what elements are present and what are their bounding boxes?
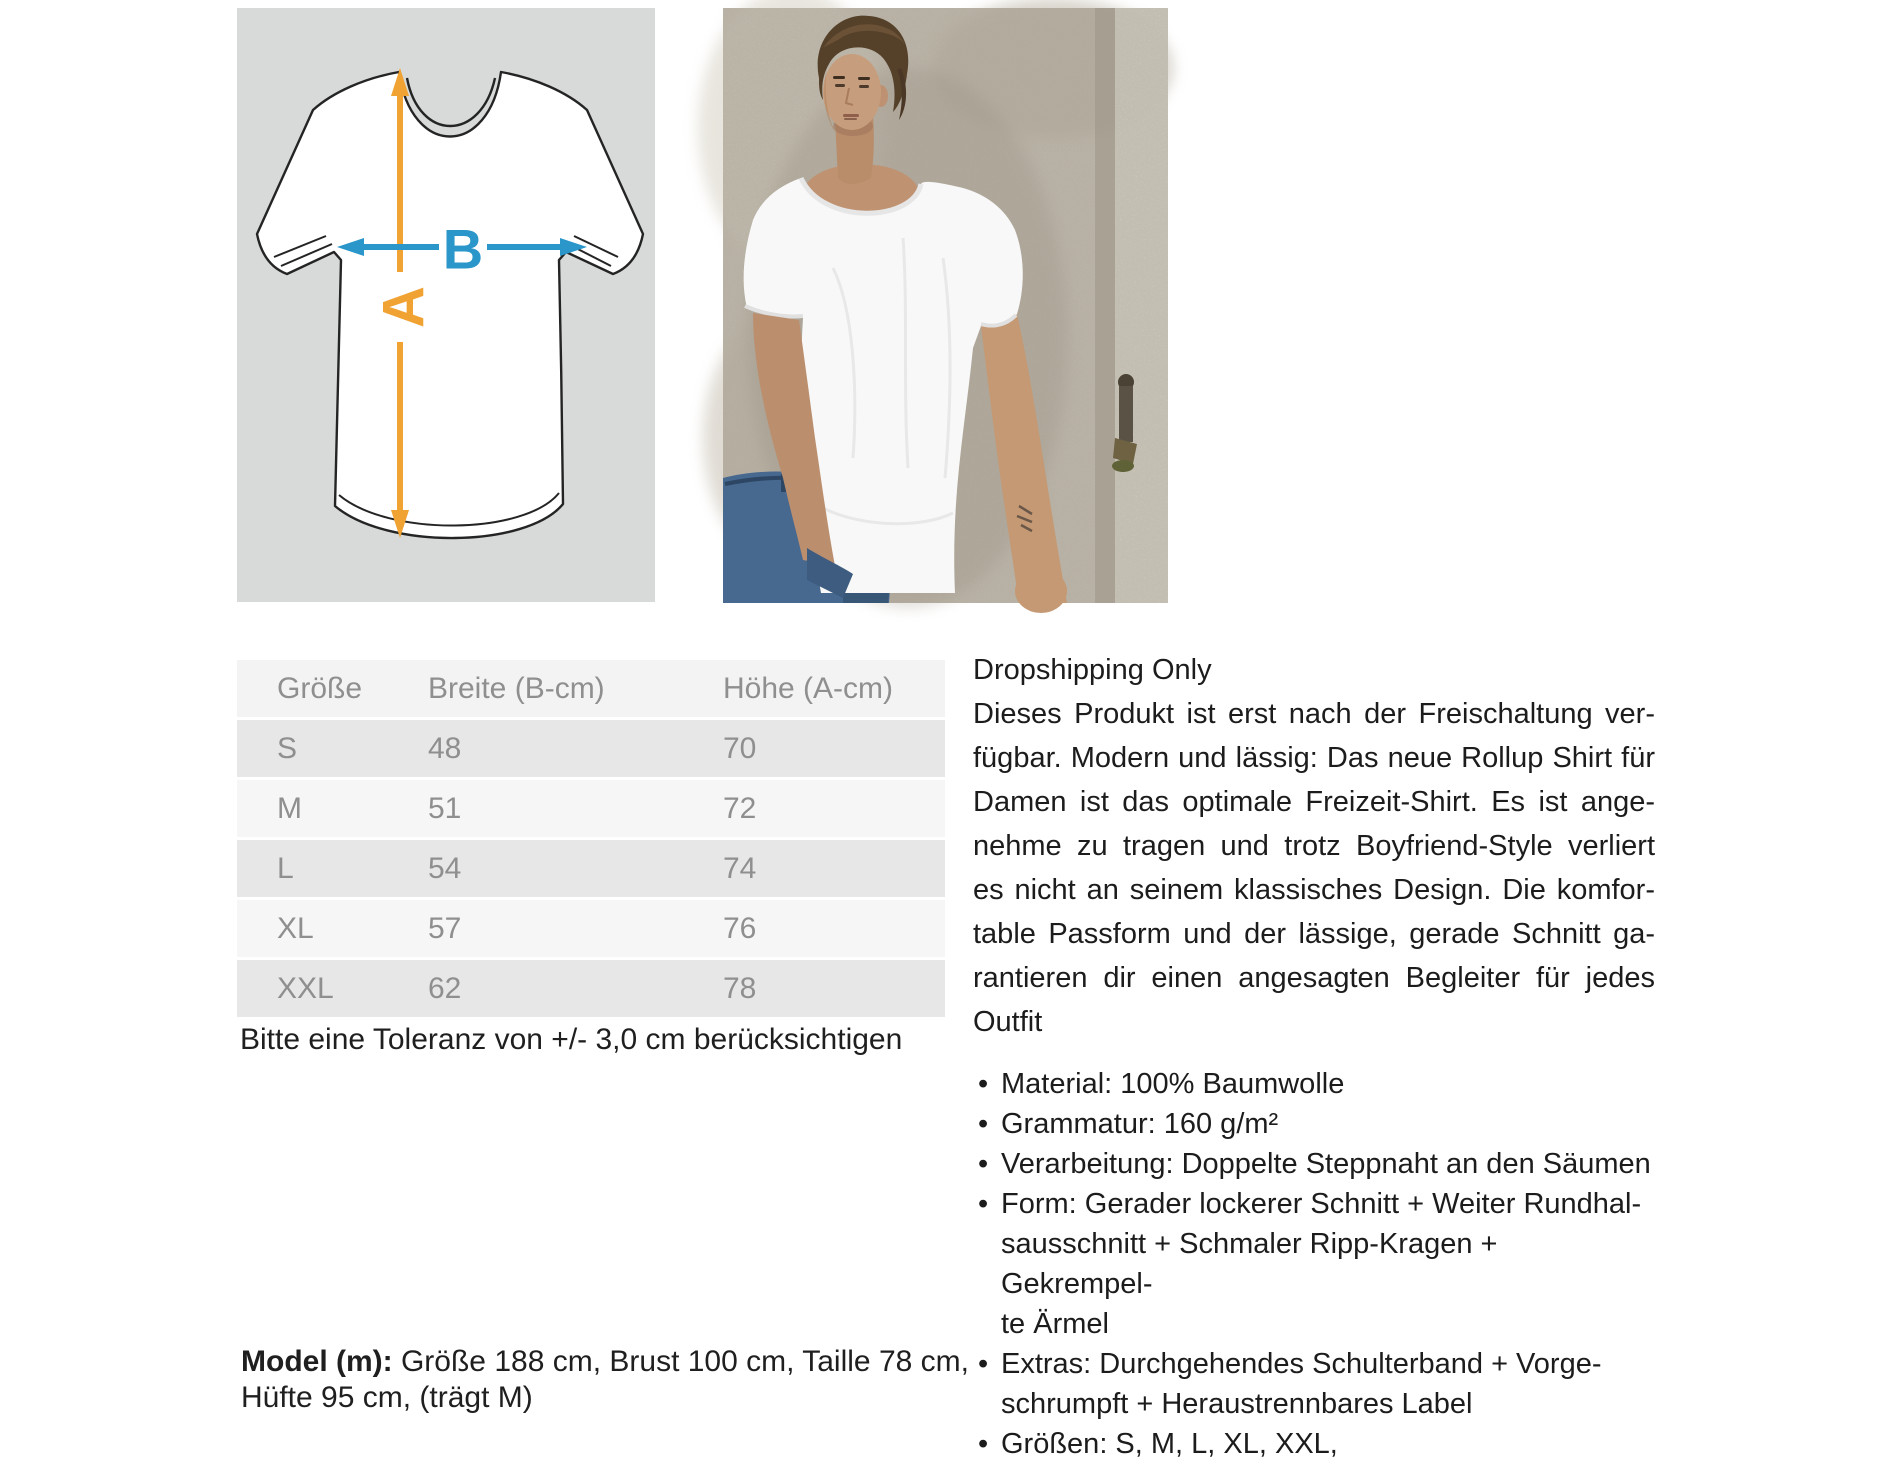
- table-row-l: [237, 839, 945, 899]
- paragraph-line: fügbar. Modern und lässig: Das neue Rollup Shirt für: [973, 742, 1655, 774]
- paragraph-line: Damen ist das optimale Freizeit-Shirt. Es ist ange-: [973, 786, 1655, 818]
- size-cell: S: [277, 732, 298, 765]
- feature-list: [973, 1064, 1655, 1464]
- height-cell: 74: [723, 852, 757, 885]
- description-heading: Dropshipping Only: [973, 654, 1212, 686]
- paragraph-line: nehme zu tragen und trotz Boyfriend-Style verliert: [973, 830, 1655, 862]
- width-cell: 48: [428, 732, 462, 765]
- list-item-text: Form: Gerader lockerer Schnitt + Weiter Rundhal-: [1001, 1188, 1642, 1220]
- size-cell: L: [277, 852, 294, 885]
- product-photo: [723, 8, 1168, 603]
- table-row-xxl: [237, 959, 945, 1019]
- list-item-extras: [973, 1344, 1655, 1384]
- size-cell: XL: [277, 912, 314, 945]
- list-item-text: Material: 100% Baumwolle: [1001, 1068, 1345, 1100]
- height-cell: 70: [723, 732, 757, 765]
- bullet-marker: •: [978, 1188, 989, 1220]
- list-item-form-cont: [973, 1224, 1655, 1304]
- tolerance-note: Bitte eine Toleranz von +/- 3,0 cm berücksichtigen: [240, 1023, 903, 1056]
- table-row-s: [237, 719, 945, 779]
- list-item-text: sausschnitt + Schmaler Ripp-Kragen + Gekrempel-: [1001, 1228, 1498, 1300]
- paragraph-line: Outfit: [973, 1006, 1043, 1038]
- list-item-text: Grammatur: 160 g/m²: [1001, 1108, 1279, 1140]
- bullet-marker: •: [978, 1348, 989, 1380]
- table-row-xl: [237, 899, 945, 959]
- product-description: [973, 648, 1655, 1464]
- column-header-hoehe: Höhe (A-cm): [723, 672, 894, 705]
- column-header-breite: Breite (B-cm): [428, 672, 605, 705]
- bullet-marker: •: [978, 1428, 989, 1460]
- bullet-marker: •: [978, 1108, 989, 1140]
- list-item-verarbeitung: [973, 1144, 1655, 1184]
- model-info-label: Model (m):: [241, 1345, 393, 1378]
- width-cell: 54: [428, 852, 462, 885]
- width-cell: 51: [428, 792, 462, 825]
- paragraph-line: Dieses Produkt ist erst nach der Freischaltung ver-: [973, 698, 1655, 730]
- paragraph-line: es nicht an seinem klassisches Design. Die komfor-: [973, 874, 1655, 906]
- paragraph-line: table Passform und der lässige, gerade Schnitt ga-: [973, 918, 1655, 950]
- bullet-marker: •: [978, 1148, 989, 1180]
- list-item-form-cont: [973, 1304, 1655, 1344]
- size-diagram-image: [237, 8, 655, 602]
- list-item-text: te Ärmel: [1001, 1308, 1109, 1340]
- size-cell: XXL: [277, 972, 334, 1005]
- arrow-a-label: A: [371, 286, 437, 328]
- bullet-marker: •: [978, 1068, 989, 1100]
- model-info: [241, 1344, 1001, 1416]
- list-item-text: Verarbeitung: Doppelte Steppnaht an den Säumen: [1001, 1148, 1651, 1180]
- list-item-extras-cont: [973, 1384, 1655, 1424]
- paragraph-line: rantieren dir einen angesagten Begleiter für jedes: [973, 962, 1655, 994]
- list-item-text: Extras: Durchgehendes Schulterband + Vorge-: [1001, 1348, 1602, 1380]
- list-item-material: [973, 1064, 1655, 1104]
- list-item-form: [973, 1184, 1655, 1224]
- list-item-grammatur: [973, 1104, 1655, 1144]
- width-cell: 62: [428, 972, 462, 1005]
- size-cell: M: [277, 792, 302, 825]
- size-table-header-row: [237, 660, 945, 719]
- list-item-text: Größen: S, M, L, XL, XXL,: [1001, 1428, 1338, 1460]
- height-cell: 76: [723, 912, 757, 945]
- width-cell: 57: [428, 912, 462, 945]
- column-header-groesse: Größe: [277, 672, 363, 705]
- model-info-text: Größe 188 cm, Brust 100 cm, Taille 78 cm, Hüfte 95 cm, (trägt M): [241, 1345, 969, 1414]
- height-cell: 78: [723, 972, 757, 1005]
- list-item-text: schrumpft + Heraustrennbares Label: [1001, 1388, 1473, 1420]
- arrow-b-label: B: [442, 217, 484, 281]
- size-table: [237, 660, 945, 1020]
- table-row-m: [237, 779, 945, 839]
- height-cell: 72: [723, 792, 757, 825]
- list-item-groessen: [973, 1424, 1655, 1464]
